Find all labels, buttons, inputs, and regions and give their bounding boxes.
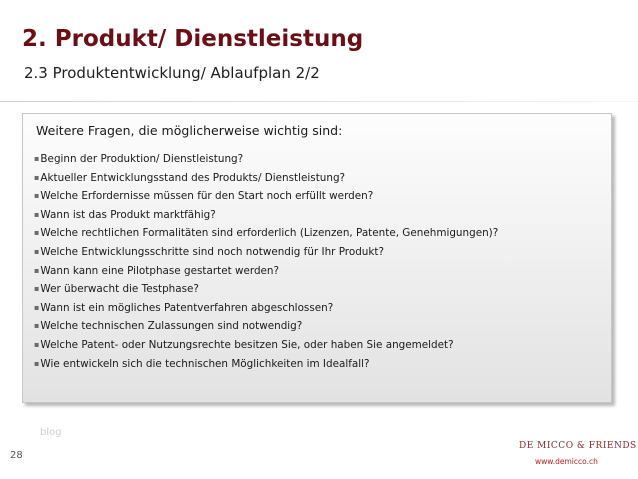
page-number: 28 <box>10 450 23 461</box>
question-item <box>34 224 498 243</box>
bullet-icon: ▪ <box>34 246 40 256</box>
divider <box>0 101 638 102</box>
bullet-icon: ▪ <box>34 209 40 219</box>
questions-list <box>34 150 498 373</box>
question-text: Welche technischen Zulassungen sind notwendig? <box>40 320 303 333</box>
company-url: www.demicco.ch <box>535 457 598 466</box>
slide-title: 2. Produkt/ Dienstleistung <box>22 26 364 52</box>
bullet-icon: ▪ <box>34 321 40 331</box>
question-text: Wann kann eine Pilotphase gestartet werden? <box>40 264 280 277</box>
panel-heading: Weitere Fragen, die möglicherweise wichtig sind: <box>36 123 343 138</box>
bullet-icon: ▪ <box>34 228 40 238</box>
question-item <box>34 280 498 299</box>
bullet-icon: ▪ <box>34 154 40 163</box>
question-item <box>34 262 498 281</box>
bullet-icon: ▪ <box>34 191 40 201</box>
bullet-icon: ▪ <box>34 302 40 312</box>
question-item <box>34 169 498 188</box>
question-item <box>34 336 498 355</box>
company-logo: DE MICCO & FRIENDS <box>519 441 637 451</box>
question-text: Wann ist ein mögliches Patentverfahren abgeschlossen? <box>40 301 334 314</box>
question-text: Beginn der Produktion/ Dienstleistung? <box>40 153 244 165</box>
bullet-icon: ▪ <box>34 284 40 294</box>
question-item <box>34 187 498 206</box>
question-text: Aktueller Entwicklungsstand des Produkts/ Dienstleistung? <box>40 171 346 184</box>
question-item <box>34 317 498 336</box>
watermark: blog <box>40 427 62 438</box>
question-item <box>34 299 498 318</box>
question-text: Wie entwickeln sich die technischen Möglichkeiten im Idealfall? <box>40 357 370 370</box>
question-item <box>34 206 498 225</box>
question-item <box>34 355 498 374</box>
question-text: Welche Patent- oder Nutzungsrechte besitzen Sie, oder haben Sie angemeldet? <box>40 338 454 351</box>
question-text: Welche rechtlichen Formalitäten sind erforderlich (Lizenzen, Patente, Genehmigungen)? <box>40 227 499 240</box>
bullet-icon: ▪ <box>34 265 40 275</box>
question-item <box>34 243 498 262</box>
question-text: Wer überwacht die Testphase? <box>40 283 199 296</box>
slide-subtitle: 2.3 Produktentwicklung/ Ablaufplan 2/2 <box>24 64 320 82</box>
question-text: Welche Entwicklungsschritte sind noch notwendig für Ihr Produkt? <box>40 245 384 258</box>
questions-panel <box>22 113 612 403</box>
question-text: Welche Erfordernisse müssen für den Start noch erfüllt werden? <box>40 190 374 203</box>
bullet-icon: ▪ <box>34 172 40 182</box>
question-item <box>34 150 498 169</box>
bullet-icon: ▪ <box>34 339 40 349</box>
question-text: Wann ist das Produkt marktfähig? <box>40 208 216 221</box>
bullet-icon: ▪ <box>34 358 40 368</box>
